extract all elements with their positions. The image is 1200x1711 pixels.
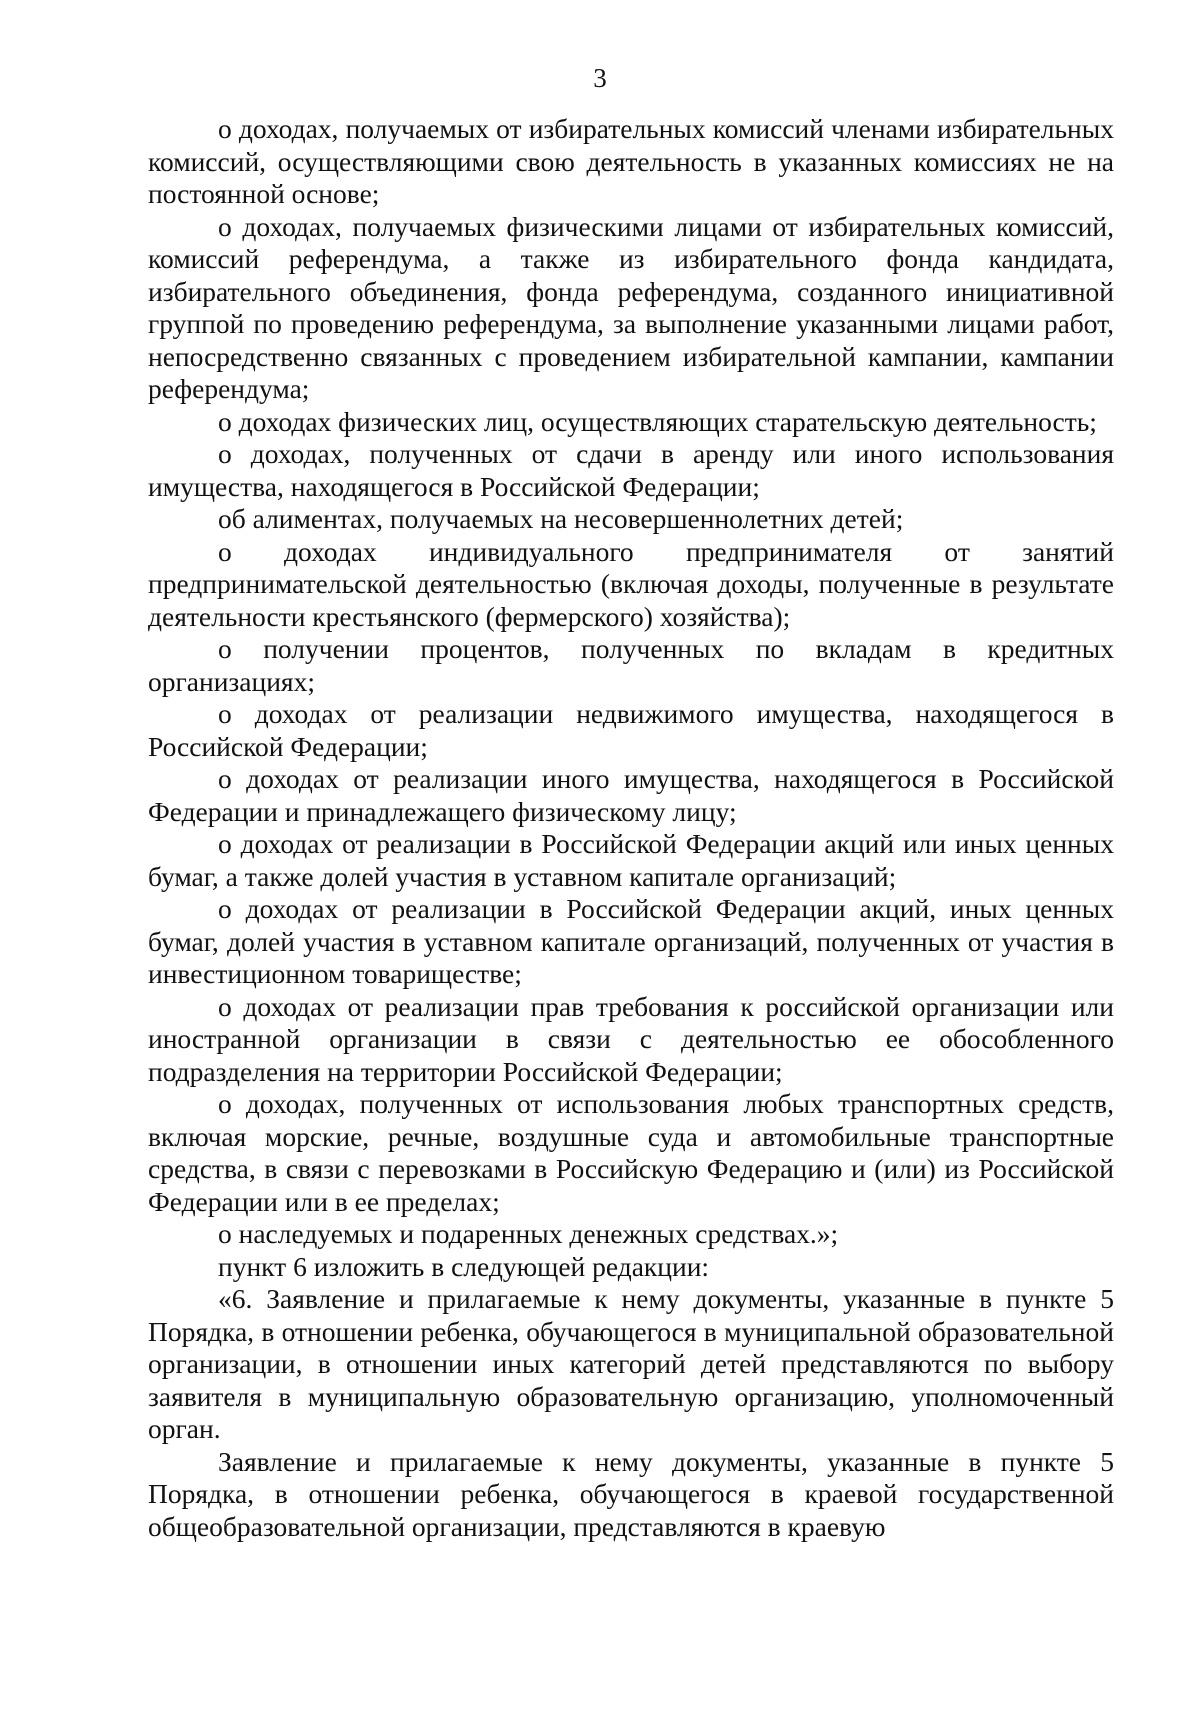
paragraph-5: об алиментах, получаемых на несовершеннолетних детей; <box>218 503 904 534</box>
paragraph-15: пункт 6 изложить в следующей редакции: <box>218 1250 710 1282</box>
paragraph-16: «6. Заявление и прилагаемые к нему документы, указанные в пункте 5 Порядка, в отношении ребенка, обучающегося в муниципальной образовательной организации, в отношении иных категорий детей представляются по выбору заявителя в муниципальную образовательную организацию, уполномоченный орган. <box>148 1283 1114 1444</box>
paragraph-1: о доходах, получаемых от избирательных комиссий членами избирательных комиссий, осуществляющими свою деятельность в указанных комиссиях не на постоянной основе; <box>148 113 1114 209</box>
document-body <box>148 113 1114 1543</box>
paragraph-11: о доходах от реализации в Российской Федерации акций, иных ценных бумаг, долей участия в уставном капитале организаций, полученных от участия в инвестиционном товариществе; <box>148 893 1114 989</box>
paragraph-10: о доходах от реализации в Российской Федерации акций или иных ценных бумаг, а также долей участия в уставном капитале организаций; <box>148 828 1114 892</box>
paragraph-17: Заявление и прилагаемые к нему документы, указанные в пункте 5 Порядка, в отношении ребенка, обучающегося в краевой государственной общеобразовательной организации, представляются в краевую <box>148 1445 1114 1542</box>
paragraph-3: о доходах физических лиц, осуществляющих старательскую деятельность; <box>218 405 1097 437</box>
paragraph-2: о доходах, получаемых физическими лицами от избирательных комиссий, комиссий референдума, а также из избирательного фонда кандидата, избирательного объединения, фонда референдума, созданного инициативной группой по проведению референдума, за выполнение указанными лицами работ, непосредственно связанных с проведением избирательной кампании, кампании референдума; <box>148 210 1114 404</box>
paragraph-12: о доходах от реализации прав требования к российской организации или иностранной организации в связи с деятельностью ее обособленного подразделения на территории Российской Федерации; <box>148 990 1114 1087</box>
paragraph-9: о доходах от реализации иного имущества, находящегося в Российской Федерации и принадлежащего физическому лицу; <box>148 763 1114 827</box>
paragraph-14: о наследуемых и подаренных денежных средствах.»; <box>218 1218 839 1249</box>
paragraph-7: о получении процентов, полученных по вкладам в кредитных организациях; <box>148 633 1114 697</box>
paragraph-6: о доходах индивидуального предпринимателя от занятий предпринимательской деятельностью (включая доходы, полученные в результате деятельности крестьянского (фермерского) хозяйства); <box>148 535 1114 632</box>
page-number: 3 <box>593 63 607 93</box>
paragraph-13: о доходах, полученных от использования любых транспортных средств, включая морские, речные, воздушные суда и автомобильные транспортные средства, в связи с перевозками в Российскую Федерацию и (или) из Российской Федерации или в ее пределах; <box>148 1088 1114 1217</box>
paragraph-4: о доходах, полученных от сдачи в аренду или иного использования имущества, находящегося в Российской Федерации; <box>148 438 1114 502</box>
paragraph-8: о доходах от реализации недвижимого имущества, находящегося в Российской Федерации; <box>148 698 1114 762</box>
